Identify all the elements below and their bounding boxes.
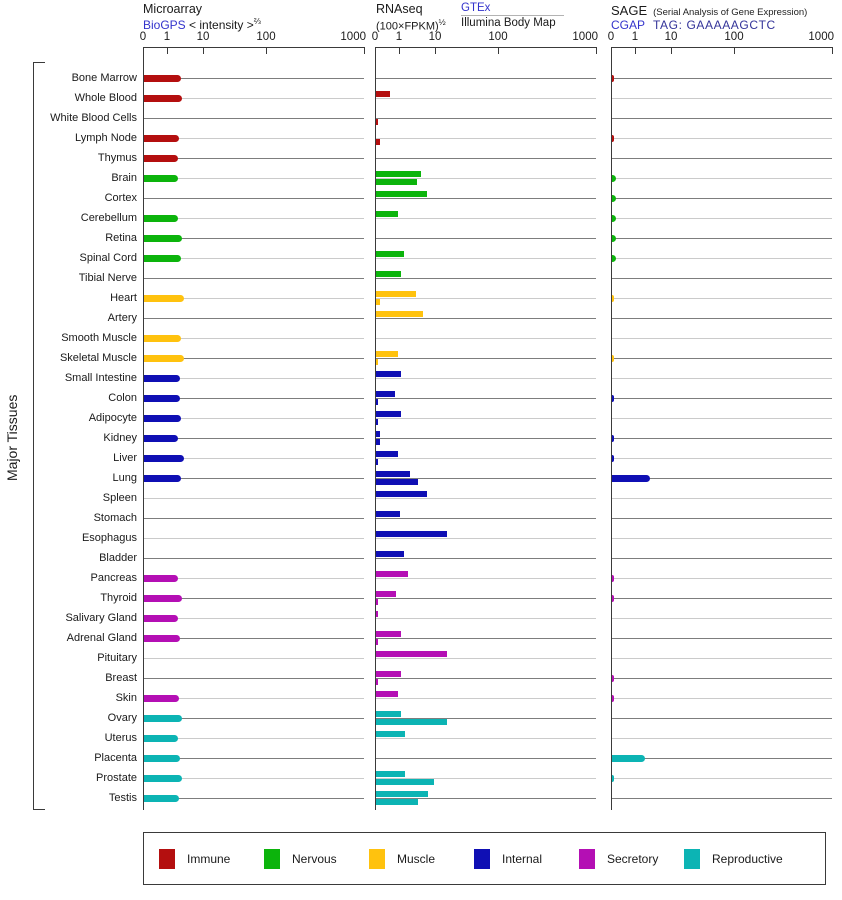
microarray-bar	[144, 715, 182, 722]
rnaseq-gtex-bar	[376, 511, 400, 517]
rnaseq-gtex-bar	[376, 771, 405, 777]
legend-label: Internal	[502, 851, 543, 866]
rnaseq-title: RNAseq	[376, 2, 423, 16]
legend-swatch-immune	[159, 849, 175, 869]
axis-tick-label: 100	[256, 31, 276, 43]
row-line	[612, 378, 832, 379]
rnaseq-illumina-bar	[376, 399, 378, 405]
sage-bar	[612, 215, 616, 222]
row-line	[376, 338, 596, 339]
legend-label: Muscle	[397, 851, 436, 866]
rnaseq-gtex-bar	[376, 251, 404, 257]
row-line	[376, 238, 596, 239]
tissue-label: Skin	[115, 692, 137, 704]
microarray-bar	[144, 335, 181, 342]
row-line	[612, 258, 832, 259]
rnaseq-gtex-bar	[376, 211, 398, 217]
microarray-bar	[144, 575, 178, 582]
microarray-bar	[144, 735, 178, 742]
tissue-label: Thymus	[97, 152, 137, 164]
row-line	[144, 498, 364, 499]
row-line	[612, 438, 832, 439]
tissue-label: Bone Marrow	[71, 72, 137, 84]
tissue-label: Kidney	[103, 432, 137, 444]
axis-tick	[266, 47, 267, 54]
microarray-bar	[144, 795, 179, 802]
tissue-label: Adipocyte	[88, 412, 137, 424]
row-line	[376, 158, 596, 159]
tissues-bracket-top-cap	[33, 62, 45, 63]
legend-item-reproductive	[684, 849, 789, 869]
rnaseq-gtex-bar	[376, 791, 428, 797]
row-line	[376, 418, 596, 419]
row-line	[376, 458, 596, 459]
tissue-label: Stomach	[93, 512, 137, 524]
row-line	[612, 198, 832, 199]
rnaseq-illumina-bar	[376, 419, 378, 425]
axis-tick-label: 0	[371, 31, 379, 43]
sage-bar	[612, 195, 616, 202]
sage-bar	[612, 235, 616, 242]
row-line	[612, 698, 832, 699]
tissue-label: Cortex	[104, 192, 137, 204]
legend-item-muscle	[369, 849, 474, 869]
tissue-label: Cerebellum	[80, 212, 137, 224]
tissue-label: Brain	[111, 172, 137, 184]
rnaseq-gtex-bar	[376, 691, 398, 697]
legend-swatch-reproductive	[684, 849, 700, 869]
axis-tick	[167, 47, 168, 54]
row-line	[376, 198, 596, 199]
row-line	[376, 258, 596, 259]
axis-tick	[364, 47, 365, 54]
cgap-link[interactable]: CGAP	[611, 18, 646, 32]
tissue-label: Smooth Muscle	[61, 332, 137, 344]
row-line	[376, 358, 596, 359]
microarray-bar	[144, 355, 184, 362]
row-line	[144, 678, 364, 679]
tissue-label: Uterus	[104, 732, 137, 744]
axis-tick-label: 10	[428, 31, 442, 43]
axis-tick-label: 0	[139, 31, 147, 43]
row-line	[612, 158, 832, 159]
gtex-link[interactable]: GTEx	[461, 2, 491, 14]
microarray-bar	[144, 755, 180, 762]
row-line	[376, 578, 596, 579]
rnaseq-illumina-bar	[376, 299, 380, 305]
legend-label: Immune	[187, 851, 231, 866]
row-line	[612, 778, 832, 779]
microarray-bar	[144, 215, 178, 222]
axis-line	[611, 47, 832, 48]
rnaseq-illumina-bar	[376, 439, 380, 445]
axis-tick-label: 100	[724, 31, 744, 43]
tissues-bracket	[33, 62, 34, 810]
legend-swatch-nervous	[264, 849, 280, 869]
legend-item-immune	[159, 849, 264, 869]
tissue-label: Colon	[108, 392, 137, 404]
legend	[143, 832, 826, 885]
tissue-label: Prostate	[96, 772, 137, 784]
biogps-link[interactable]: BioGPS	[143, 18, 186, 32]
row-line	[612, 138, 832, 139]
row-line	[612, 298, 832, 299]
rnaseq-illumina-bar	[376, 139, 380, 145]
tissue-label: Salivary Gland	[65, 612, 137, 624]
rnaseq-gtex-bar	[376, 431, 380, 437]
tissue-label: Retina	[105, 232, 137, 244]
rnaseq-gtex-bar	[376, 491, 427, 497]
microarray-bar	[144, 435, 178, 442]
row-line	[612, 658, 832, 659]
microarray-measure-exponent: ⅔	[253, 16, 261, 26]
tissue-label: Lymph Node	[75, 132, 137, 144]
microarray-bar	[144, 75, 181, 82]
axis-tick	[203, 47, 204, 54]
legend-swatch-muscle	[369, 849, 385, 869]
row-line	[144, 318, 364, 319]
row-line	[376, 678, 596, 679]
tissue-label: Lung	[112, 472, 137, 484]
rnaseq-gtex-bar	[376, 651, 447, 657]
row-line	[376, 758, 596, 759]
axis-tick	[671, 47, 672, 54]
tissue-label: Pituitary	[97, 652, 137, 664]
axis-tick-label: 0	[607, 31, 615, 43]
microarray-bar	[144, 615, 178, 622]
rnaseq-gtex-bar	[376, 531, 447, 537]
row-line	[612, 278, 832, 279]
row-line	[376, 398, 596, 399]
rnaseq-gtex-bar	[376, 191, 427, 197]
tissue-label: Bladder	[99, 552, 137, 564]
row-line	[376, 598, 596, 599]
tissue-label: Thyroid	[100, 592, 137, 604]
legend-item-secretory	[579, 849, 684, 869]
axis-tick-label: 1000	[808, 31, 834, 43]
sage-subtitle: (Serial Analysis of Gene Expression)	[653, 7, 808, 18]
rnaseq-gtex-bar	[376, 631, 401, 637]
microarray-bar	[144, 595, 182, 602]
microarray-bar	[144, 255, 181, 262]
axis-tick	[498, 47, 499, 54]
row-line	[612, 718, 832, 719]
row-line	[144, 538, 364, 539]
tissue-label: Spinal Cord	[79, 252, 137, 264]
tissue-label: Small Intestine	[64, 372, 137, 384]
rnaseq-illumina-bar	[376, 119, 378, 125]
rnaseq-gtex-bar	[376, 591, 396, 597]
row-line	[376, 698, 596, 699]
rnaseq-gtex-bar	[376, 671, 401, 677]
axis-tick	[635, 47, 636, 54]
sage-bar	[612, 175, 616, 182]
tissue-label: Skeletal Muscle	[59, 352, 137, 364]
tissue-label: Artery	[107, 312, 137, 324]
axis-tick	[375, 47, 376, 54]
row-line	[376, 498, 596, 499]
rnaseq-gtex-bar	[376, 471, 410, 477]
tissue-label: Ovary	[107, 712, 137, 724]
microarray-bar	[144, 235, 182, 242]
rnaseq-illumina-bar	[376, 719, 447, 725]
tissue-label: Placenta	[94, 752, 137, 764]
axis-tick	[596, 47, 597, 54]
rnaseq-gtex-bar	[376, 91, 390, 97]
axis-tick-label: 1000	[340, 31, 366, 43]
row-line	[144, 278, 364, 279]
legend-label: Reproductive	[712, 851, 783, 866]
axis-tick-label: 1	[631, 31, 639, 43]
rnaseq-gtex-bar	[376, 391, 395, 397]
row-line	[612, 618, 832, 619]
microarray-bar	[144, 415, 181, 422]
axis-tick	[143, 47, 144, 54]
rnaseq-gtex-bar	[376, 371, 401, 377]
tissue-label: Whole Blood	[74, 92, 137, 104]
row-line	[612, 118, 832, 119]
row-line	[144, 558, 364, 559]
microarray-bar	[144, 635, 180, 642]
microarray-bar	[144, 95, 182, 102]
axis-line	[143, 47, 364, 48]
axis-tick	[435, 47, 436, 54]
microarray-bar	[144, 295, 184, 302]
rnaseq-illumina-bar	[376, 599, 378, 605]
tissue-label: Testis	[108, 792, 137, 804]
row-line	[376, 438, 596, 439]
tissue-label: Heart	[110, 292, 137, 304]
legend-swatch-secretory	[579, 849, 595, 869]
row-line	[376, 298, 596, 299]
row-line	[612, 558, 832, 559]
rnaseq-illumina-bar	[376, 179, 417, 185]
row-line	[612, 398, 832, 399]
rnaseq-formula: (100×FPKM)$^{\frac{1}{2}}$	[376, 17, 446, 33]
legend-label: Nervous	[292, 851, 337, 866]
illumina-label: Illumina Body Map	[461, 17, 556, 29]
rnaseq-gtex-bar	[376, 731, 405, 737]
axis-tick-label: 1000	[572, 31, 598, 43]
legend-swatch-internal	[474, 849, 490, 869]
microarray-measure: < intensity >$^{\frac{2}{3}}$	[189, 16, 261, 32]
axis-tick	[399, 47, 400, 54]
sage-bar	[612, 755, 645, 762]
row-line	[612, 578, 832, 579]
tissue-label: Breast	[105, 672, 137, 684]
rnaseq-gtex-bar	[376, 451, 398, 457]
row-line	[612, 358, 832, 359]
row-line	[376, 278, 596, 279]
row-line	[612, 178, 832, 179]
row-line	[612, 98, 832, 99]
row-line	[612, 678, 832, 679]
microarray-bar	[144, 455, 184, 462]
row-line	[376, 738, 596, 739]
row-line	[376, 98, 596, 99]
row-line	[612, 798, 832, 799]
axis-tick-label: 10	[664, 31, 678, 43]
row-line	[612, 78, 832, 79]
row-line	[376, 118, 596, 119]
rnaseq-illumina-bar	[376, 799, 418, 805]
row-line	[376, 618, 596, 619]
legend-label: Secretory	[607, 851, 659, 866]
row-line	[612, 418, 832, 419]
row-line	[612, 338, 832, 339]
row-line	[376, 518, 596, 519]
rnaseq-illumina-bar	[376, 639, 378, 645]
row-line	[376, 378, 596, 379]
rnaseq-gtex-bar	[376, 551, 404, 557]
tissue-label: White Blood Cells	[50, 112, 137, 124]
microarray-bar	[144, 375, 180, 382]
microarray-bar	[144, 395, 180, 402]
tissue-label: Adrenal Gland	[66, 632, 137, 644]
row-line	[144, 658, 364, 659]
sage-tag-sequence: TAG: GAAAAAGCTC	[653, 18, 776, 32]
microarray-bar	[144, 155, 178, 162]
row-line	[376, 318, 596, 319]
axis-tick-label: 100	[488, 31, 508, 43]
row-line	[612, 538, 832, 539]
row-line	[144, 518, 364, 519]
axis-tick	[611, 47, 612, 54]
row-line	[612, 318, 832, 319]
legend-item-internal	[474, 849, 579, 869]
axis-line	[375, 47, 596, 48]
rnaseq-illumina-bar	[376, 479, 418, 485]
row-line	[376, 538, 596, 539]
microarray-bar	[144, 775, 182, 782]
rnaseq-illumina-bar	[376, 679, 378, 685]
row-line	[376, 638, 596, 639]
row-line	[612, 738, 832, 739]
axis-tick	[832, 47, 833, 54]
row-line	[376, 658, 596, 659]
row-line	[376, 78, 596, 79]
sage-bar	[612, 255, 616, 262]
tissue-label: Esophagus	[81, 532, 137, 544]
tissue-label: Pancreas	[90, 572, 137, 584]
rnaseq-illumina-bar	[376, 779, 434, 785]
row-line	[612, 638, 832, 639]
microarray-bar	[144, 175, 178, 182]
rnaseq-illumina-bar	[376, 359, 378, 365]
microarray-title: Microarray	[143, 2, 203, 16]
side-label: Major Tissues	[4, 394, 20, 482]
row-line	[612, 458, 832, 459]
rnaseq-gtex-bar	[376, 291, 416, 297]
row-line	[612, 598, 832, 599]
rnaseq-gtex-bar	[376, 711, 401, 717]
legend-item-nervous	[264, 849, 369, 869]
rnaseq-gtex-bar	[376, 351, 398, 357]
row-line	[612, 518, 832, 519]
rnaseq-illumina-bar	[376, 459, 378, 465]
tissue-label: Spleen	[102, 492, 137, 504]
row-line	[376, 218, 596, 219]
rnaseq-gtex-bar	[376, 571, 408, 577]
microarray-bar	[144, 695, 179, 702]
row-line	[376, 558, 596, 559]
rnaseq-gtex-bar	[376, 171, 421, 177]
row-line	[144, 198, 364, 199]
microarray-bar	[144, 475, 181, 482]
tissue-label: Liver	[113, 452, 137, 464]
rnaseq-gtex-bar	[376, 411, 401, 417]
rnaseq-gtex-bar	[376, 311, 423, 317]
axis-tick	[734, 47, 735, 54]
row-line	[376, 138, 596, 139]
row-line	[144, 118, 364, 119]
tissue-label: Tibial Nerve	[78, 272, 137, 284]
microarray-bar	[144, 135, 179, 142]
row-line	[612, 498, 832, 499]
rnaseq-gtex-bar	[376, 611, 378, 617]
tissues-bracket-bottom-cap	[33, 809, 45, 810]
row-line	[612, 218, 832, 219]
sage-title: SAGE	[611, 3, 648, 18]
axis-tick-label: 1	[395, 31, 403, 43]
sage-bar	[612, 475, 650, 482]
axis-tick-label: 1	[163, 31, 171, 43]
row-line	[612, 238, 832, 239]
rnaseq-gtex-bar	[376, 271, 401, 277]
rnaseq-formula-exponent: ½	[438, 17, 446, 27]
axis-tick-label: 10	[196, 31, 210, 43]
